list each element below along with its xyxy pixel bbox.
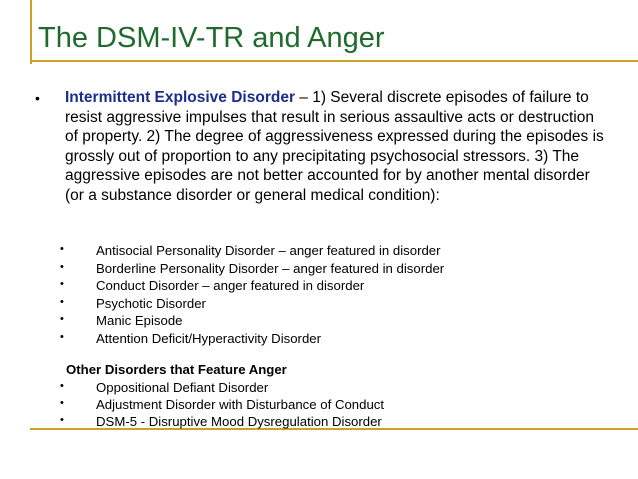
- list-item-text: Manic Episode: [96, 313, 183, 328]
- list-item: [60, 330, 600, 348]
- list-item: [60, 379, 600, 396]
- bullet-icon: •: [60, 278, 64, 290]
- list-item-text: Attention Deficit/Hyperactivity Disorder: [96, 330, 321, 346]
- list-item: [60, 413, 600, 430]
- other-disorders-heading: Other Disorders that Feature Anger: [66, 362, 287, 377]
- bullet-icon: •: [60, 260, 64, 273]
- list-item: [60, 396, 600, 413]
- list-item: [60, 312, 600, 330]
- disorder-criteria: – 1) Several discrete episodes of failure to resist aggressive impulses that result in serious assaultive acts or destruction of property. 2) The degree of aggressiveness expressed during the episodes is grossly out of proportion to any precipitating psychosocial stressors. 3) The aggressive episodes are not better accounted for by another mental disorder (or a substance disorder or general medical condition):: [65, 89, 604, 204]
- main-bullet-marker: •: [35, 90, 40, 106]
- title-horizontal-rule: [30, 60, 638, 62]
- bullet-icon: •: [60, 243, 64, 255]
- list-item-text: DSM-5 - Disruptive Mood Dysregulation Disorder: [96, 414, 382, 430]
- main-bullet-text: [65, 88, 605, 205]
- list-item-text: Oppositional Defiant Disorder: [96, 380, 269, 395]
- list-item: [60, 295, 600, 313]
- excluded-disorders-list: [60, 242, 600, 347]
- list-item: [60, 260, 600, 278]
- bullet-icon: •: [60, 330, 64, 343]
- list-item-text: Borderline Personality Disorder – anger featured in disorder: [96, 260, 445, 276]
- list-item: [60, 277, 600, 295]
- bullet-icon: •: [60, 414, 64, 427]
- list-item-text: Conduct Disorder – anger featured in disorder: [96, 278, 365, 293]
- list-item: [60, 242, 600, 260]
- title-vertical-rule: [30, 0, 32, 64]
- bullet-icon: •: [60, 397, 64, 410]
- bullet-icon: •: [60, 295, 64, 308]
- bullet-icon: •: [60, 380, 64, 392]
- list-item-text: Psychotic Disorder: [96, 295, 206, 311]
- bullet-icon: •: [60, 313, 64, 325]
- slide-title: The DSM-IV-TR and Anger: [38, 22, 385, 54]
- other-disorders-list: [60, 379, 600, 431]
- disorder-term: Intermittent Explosive Disorder: [65, 89, 295, 106]
- list-item-text: Antisocial Personality Disorder – anger featured in disorder: [96, 243, 441, 258]
- list-item-text: Adjustment Disorder with Disturbance of Conduct: [96, 397, 385, 413]
